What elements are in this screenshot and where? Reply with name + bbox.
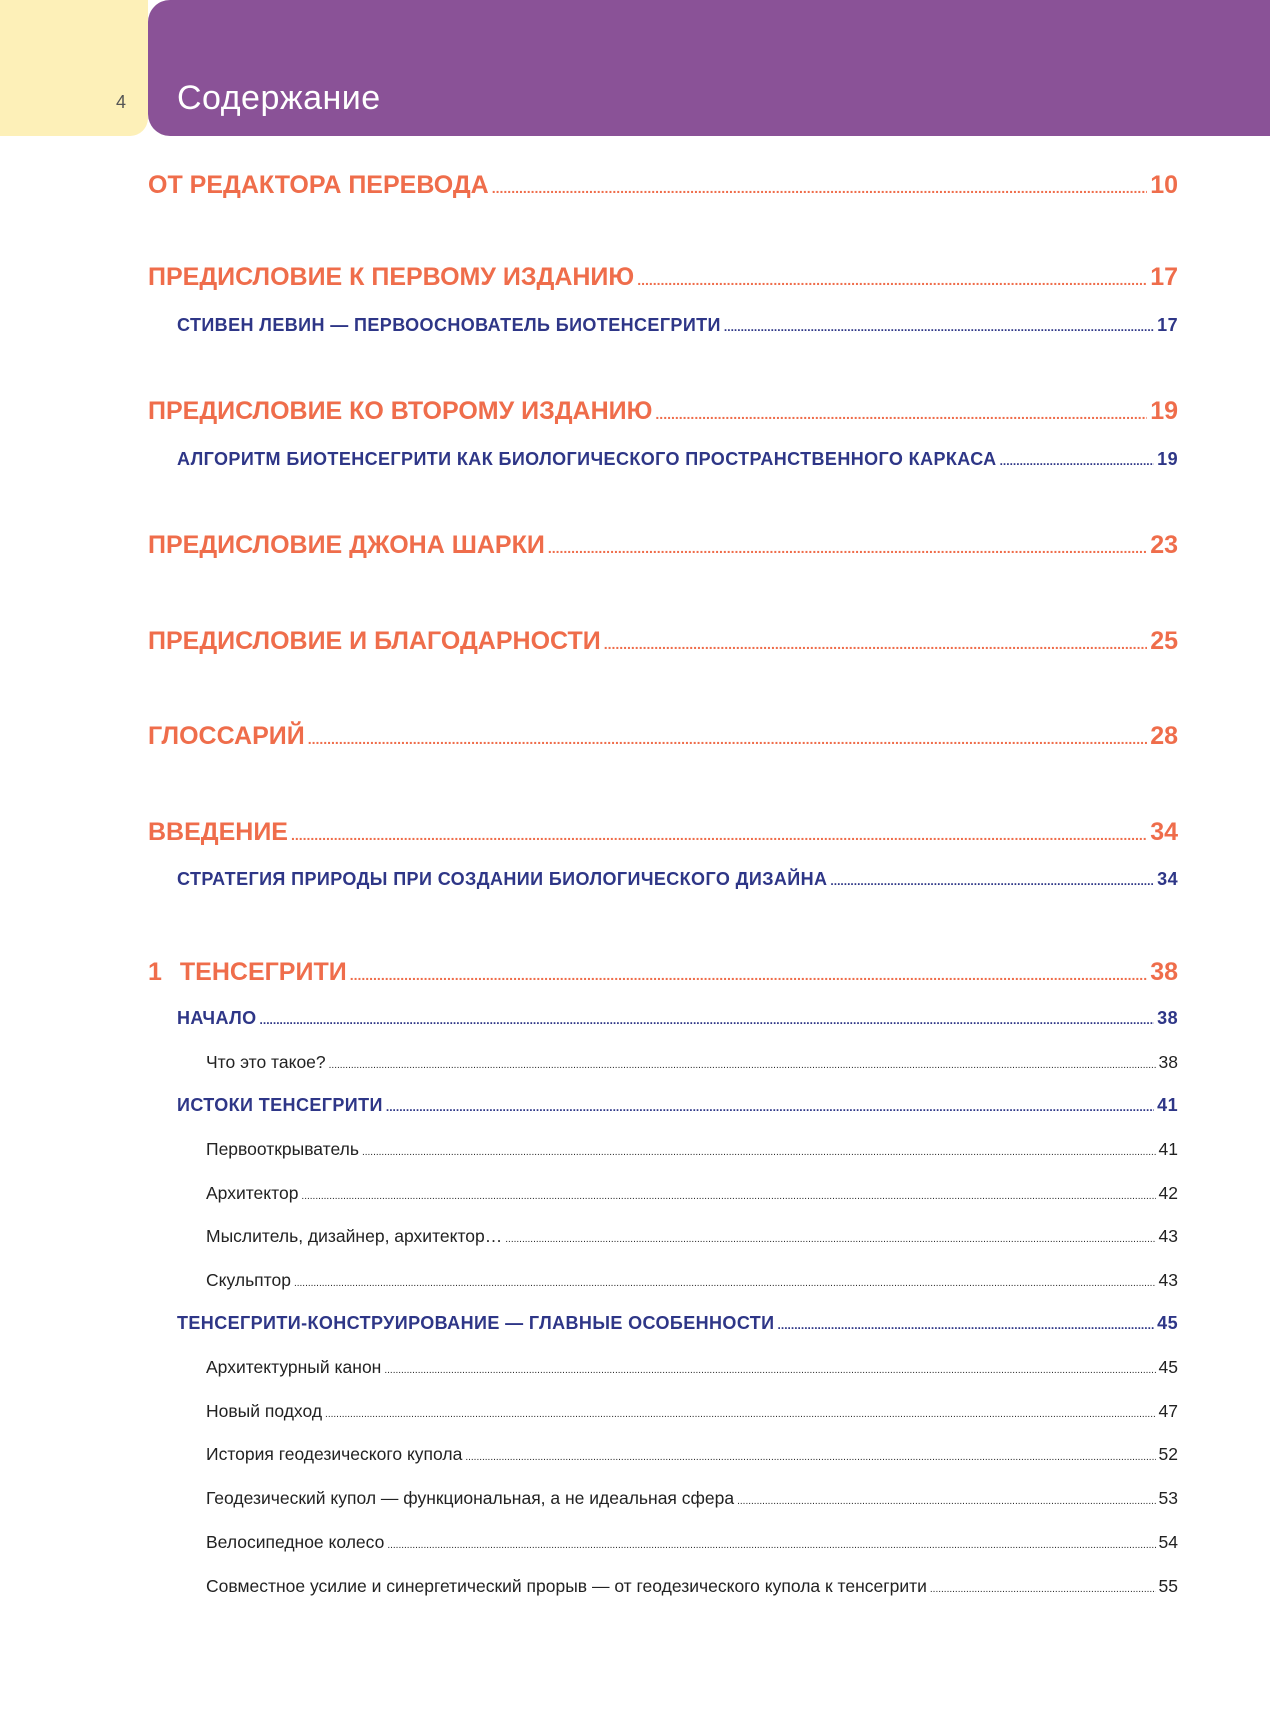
toc-entry-title: СТИВЕН ЛЕВИН — ПЕРВООСНОВАТЕЛЬ БИОТЕНСЕГРИТИ xyxy=(177,315,721,335)
page-corner-tab xyxy=(0,0,148,136)
toc-leader-dots xyxy=(1000,454,1155,468)
toc-leader-dots xyxy=(930,1584,1156,1595)
toc-entry-title: Что это такое? xyxy=(206,1052,326,1072)
toc-entry-title: Геодезический купол — функциональная, а не идеальная сфера xyxy=(206,1488,735,1508)
toc-entry[interactable] xyxy=(148,818,1178,847)
toc-entry[interactable] xyxy=(148,627,1178,656)
toc-entry-title: Архитектор xyxy=(206,1183,299,1203)
toc-leader-dots xyxy=(329,1060,1156,1071)
toc-entry-page: 43 xyxy=(1158,1226,1178,1246)
toc-entry[interactable] xyxy=(206,1532,1178,1553)
toc-entry-page: 34 xyxy=(1157,869,1178,889)
toc-entry[interactable] xyxy=(148,397,1178,426)
toc-leader-dots xyxy=(362,1147,1156,1158)
toc-leader-dots xyxy=(260,1013,1155,1027)
page-number: 4 xyxy=(116,92,127,112)
toc-leader-dots xyxy=(778,1318,1155,1332)
toc-leader-dots xyxy=(548,540,1147,556)
toc-entry-title: Совместное усилие и синергетический прорыв — от геодезического купола к тенсегрити xyxy=(206,1576,927,1596)
toc-leader-dots xyxy=(325,1409,1155,1420)
toc-entry[interactable] xyxy=(206,1488,1178,1509)
toc-entry-title: ИСТОКИ ТЕНСЕГРИТИ xyxy=(177,1095,383,1115)
toc-entry-page: 54 xyxy=(1158,1532,1178,1552)
toc-entry-title: ТЕНСЕГРИТИ-КОНСТРУИРОВАНИЕ — ГЛАВНЫЕ ОСОБЕННОСТИ xyxy=(177,1313,775,1333)
toc-leader-dots xyxy=(505,1234,1155,1245)
toc-entry-title: Архитектурный канон xyxy=(206,1357,382,1377)
toc-entry-page: 47 xyxy=(1158,1401,1178,1421)
toc-entry-page: 19 xyxy=(1157,449,1178,469)
toc-entry-title: НАЧАЛО xyxy=(177,1008,257,1028)
toc-leader-dots xyxy=(294,1278,1156,1289)
toc-entry-page: 34 xyxy=(1150,818,1178,846)
toc-entry[interactable] xyxy=(206,1139,1178,1160)
toc-leader-dots xyxy=(465,1452,1155,1463)
toc-leader-dots xyxy=(655,406,1147,422)
toc-entry-page: 41 xyxy=(1158,1139,1178,1159)
toc-entry[interactable] xyxy=(206,1226,1178,1247)
toc-entry-page: 38 xyxy=(1157,1008,1178,1028)
toc-entry-title: ОТ РЕДАКТОРА ПЕРЕВОДА xyxy=(148,171,489,199)
toc-entry[interactable] xyxy=(206,1357,1178,1378)
toc-leader-dots xyxy=(384,1365,1155,1376)
toc-leader-dots xyxy=(387,1540,1155,1551)
toc-entry-page: 38 xyxy=(1158,1052,1178,1072)
toc-entry-title: Новый подход xyxy=(206,1401,323,1421)
toc-leader-dots xyxy=(830,874,1154,888)
toc-entry-title: АЛГОРИТМ БИОТЕНСЕГРИТИ КАК БИОЛОГИЧЕСКОГО ПРОСТРАНСТВЕННОГО КАРКАСА xyxy=(177,449,997,469)
toc-entry[interactable] xyxy=(206,1270,1178,1291)
toc-entry[interactable] xyxy=(148,263,1178,292)
toc-entry[interactable] xyxy=(148,171,1178,200)
toc-entry-page: 45 xyxy=(1158,1357,1178,1377)
toc-entry-page: 10 xyxy=(1150,171,1178,199)
toc-leader-dots xyxy=(637,272,1147,288)
toc-entry[interactable] xyxy=(177,1008,1178,1029)
toc-entry-title: ПРЕДИСЛОВИЕ К ПЕРВОМУ ИЗДАНИЮ xyxy=(148,263,635,291)
toc-entry-page: 55 xyxy=(1158,1576,1178,1596)
toc-entry[interactable] xyxy=(206,1052,1178,1073)
toc-entry[interactable] xyxy=(206,1183,1178,1204)
toc-leader-dots xyxy=(386,1100,1154,1114)
toc-entry[interactable] xyxy=(148,722,1178,751)
toc-entry[interactable] xyxy=(148,958,1178,987)
toc-entry-page: 52 xyxy=(1158,1444,1178,1464)
toc-entry[interactable] xyxy=(177,1313,1178,1334)
toc-entry[interactable] xyxy=(177,449,1178,470)
toc-leader-dots xyxy=(301,1191,1155,1202)
toc-entry-page: 43 xyxy=(1158,1270,1178,1290)
page-title: Содержание xyxy=(177,79,381,117)
toc-entry-title: ТЕНСЕГРИТИ xyxy=(179,958,347,986)
toc-entry[interactable] xyxy=(177,1095,1178,1116)
toc-entry[interactable] xyxy=(177,315,1178,336)
toc-chapter-number: 1 xyxy=(148,958,162,986)
toc-entry-title: ПРЕДИСЛОВИЕ И БЛАГОДАРНОСТИ xyxy=(148,627,601,655)
toc-entry-page: 17 xyxy=(1157,315,1178,335)
toc-entry-page: 41 xyxy=(1157,1095,1178,1115)
toc-entry[interactable] xyxy=(177,869,1178,890)
toc-entry-title: ВВЕДЕНИЕ xyxy=(148,818,288,846)
toc-entry-page: 25 xyxy=(1150,627,1178,655)
toc-entry-title: Скульптор xyxy=(206,1270,291,1290)
toc-leader-dots xyxy=(492,180,1147,196)
toc-entry[interactable] xyxy=(206,1576,1178,1597)
toc-leader-dots xyxy=(350,967,1147,983)
toc-entry-title: История геодезического купола xyxy=(206,1444,463,1464)
toc-entry-title: ПРЕДИСЛОВИЕ ДЖОНА ШАРКИ xyxy=(148,531,545,559)
toc-entry-page: 28 xyxy=(1150,722,1178,750)
toc-entry[interactable] xyxy=(206,1444,1178,1465)
toc-entry-page: 23 xyxy=(1150,531,1178,559)
toc-entry[interactable] xyxy=(206,1401,1178,1422)
toc-entry-title: Велосипедное колесо xyxy=(206,1532,385,1552)
toc-entry-page: 19 xyxy=(1150,397,1178,425)
toc-leader-dots xyxy=(737,1496,1155,1507)
toc-leader-dots xyxy=(291,827,1147,843)
toc-entry-page: 38 xyxy=(1150,958,1178,986)
toc-leader-dots xyxy=(604,636,1148,652)
toc-entry-page: 42 xyxy=(1158,1183,1178,1203)
toc-entry-title: СТРАТЕГИЯ ПРИРОДЫ ПРИ СОЗДАНИИ БИОЛОГИЧЕСКОГО ДИЗАЙНА xyxy=(177,869,828,889)
toc-entry[interactable] xyxy=(148,531,1178,560)
toc-entry-title: ПРЕДИСЛОВИЕ КО ВТОРОМУ ИЗДАНИЮ xyxy=(148,397,653,425)
toc-entry-page: 45 xyxy=(1157,1313,1178,1333)
toc-entry-title: Первооткрыватель xyxy=(206,1139,359,1159)
toc-entry-title: ГЛОССАРИЙ xyxy=(148,722,305,750)
toc-leader-dots xyxy=(724,320,1154,334)
toc-entry-page: 17 xyxy=(1150,263,1178,291)
toc-entry-page: 53 xyxy=(1158,1488,1178,1508)
toc-leader-dots xyxy=(308,731,1147,747)
toc-entry-title: Мыслитель, дизайнер, архитектор… xyxy=(206,1226,503,1246)
